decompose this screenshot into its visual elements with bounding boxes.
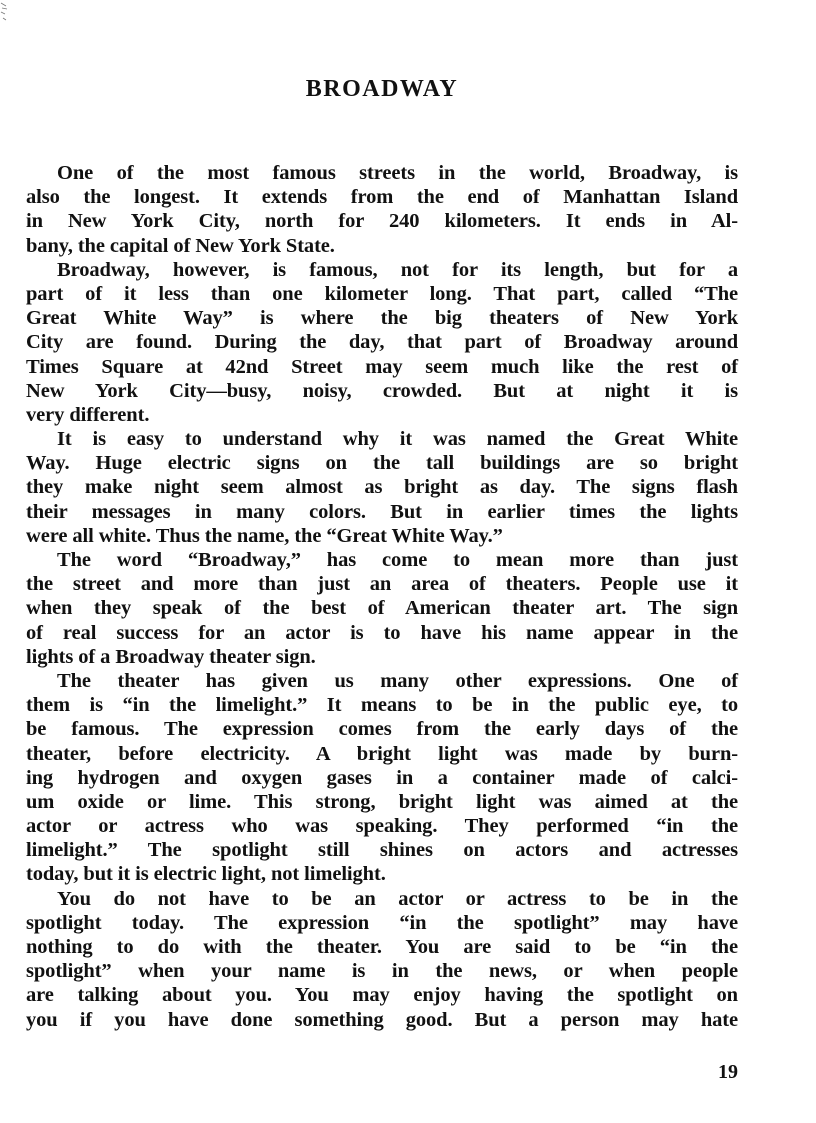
- text-line: them is “in the limelight.” It means to be in the public eye, to: [26, 694, 738, 717]
- text-line: actor or actress who was speaking. They performed “in the: [26, 815, 738, 838]
- scan-speck-mark: [0, 0, 12, 30]
- page-title: BROADWAY: [305, 76, 459, 102]
- text-line: in New York City, north for 240 kilometers. It ends in Al-: [26, 210, 738, 233]
- text-line: Broadway, however, is famous, not for its length, but for a: [57, 258, 738, 281]
- body-text: [26, 161, 738, 1032]
- text-line: part of it less than one kilometer long. That part, called “The: [26, 282, 738, 305]
- text-line: You do not have to be an actor or actress to be in the: [57, 887, 738, 910]
- text-line: theater, before electricity. A bright light was made by burn-: [26, 742, 738, 765]
- text-line: they make night seem almost as bright as day. The signs flash: [26, 476, 738, 499]
- text-line: nothing to do with the theater. You are said to be “in the: [26, 936, 738, 958]
- text-line: of real success for an actor is to have his name appear in the: [26, 621, 738, 644]
- text-line: spotlight today. The expression “in the spotlight” may have: [26, 911, 738, 934]
- text-line: you if you have done something good. But a person may hate: [26, 1008, 738, 1031]
- text-line: The word “Broadway,” has come to mean more than just: [57, 549, 738, 571]
- text-line: um oxide or lime. This strong, bright light was aimed at the: [26, 790, 738, 813]
- text-line: City are found. During the day, that part of Broadway around: [26, 331, 738, 354]
- text-line: ing hydrogen and oxygen gases in a container made of calci-: [26, 766, 738, 789]
- text-line: Times Square at 42nd Street may seem much like the rest of: [26, 355, 738, 378]
- text-line: be famous. The expression comes from the early days of the: [26, 718, 738, 741]
- text-line: It is easy to understand why it was named the Great White: [57, 428, 738, 451]
- text-line: Way. Huge electric signs on the tall buildings are so bright: [26, 452, 738, 475]
- text-line: One of the most famous streets in the world, Broadway, is: [57, 162, 738, 184]
- document-page: [26, 0, 738, 1123]
- text-line: very different.: [26, 403, 150, 426]
- text-line: the street and more than just an area of theaters. People use it: [26, 573, 738, 596]
- text-line: were all white. Thus the name, the “Great White Way.”: [26, 524, 503, 547]
- text-line: today, but it is electric light, not limelight.: [26, 863, 386, 886]
- text-line: Great White Way” is where the big theaters of New York: [26, 307, 738, 330]
- text-line: their messages in many colors. But in earlier times the lights: [26, 500, 738, 523]
- text-line: are talking about you. You may enjoy having the spotlight on: [26, 984, 738, 1007]
- text-line: The theater has given us many other expressions. One of: [57, 669, 738, 692]
- text-line: New York City—busy, noisy, crowded. But at night it is: [26, 379, 738, 402]
- text-line: bany, the capital of New York State.: [26, 234, 335, 257]
- text-line: lights of a Broadway theater sign.: [26, 645, 316, 668]
- text-line: spotlight” when your name is in the news, or when people: [26, 960, 738, 983]
- text-line: also the longest. It extends from the end of Manhattan Island: [26, 186, 738, 209]
- text-line: when they speak of the best of American theater art. The sign: [26, 597, 738, 620]
- text-line: limelight.” The spotlight still shines on actors and actresses: [26, 839, 738, 862]
- page-number: 19: [718, 1061, 738, 1083]
